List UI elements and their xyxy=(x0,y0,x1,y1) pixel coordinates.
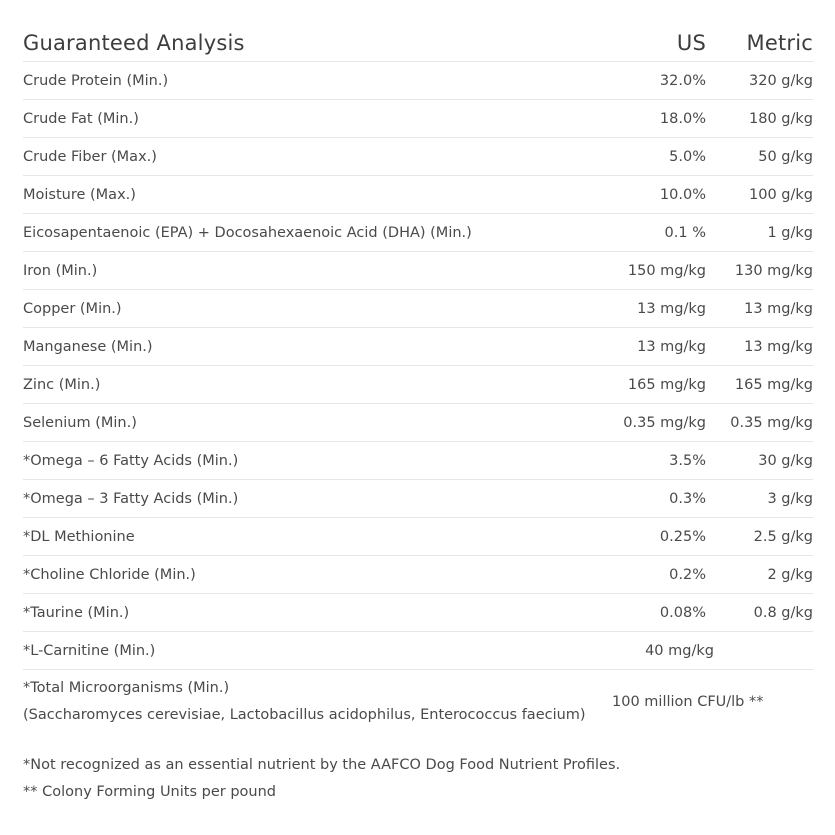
footnotes xyxy=(23,752,813,806)
value-us: 5.0% xyxy=(669,148,706,165)
nutrient-name: Iron (Min.) xyxy=(23,262,98,279)
value-us: 0.08% xyxy=(659,604,706,621)
guaranteed-analysis xyxy=(23,0,813,806)
value-metric: 13 mg/kg xyxy=(744,338,813,355)
table-row xyxy=(23,176,813,214)
value-us: 0.35 mg/kg xyxy=(623,414,706,431)
value-metric: 165 mg/kg xyxy=(734,376,813,393)
nutrient-name: Copper (Min.) xyxy=(23,300,122,317)
table-row xyxy=(23,100,813,138)
nutrient-name-block xyxy=(23,675,606,729)
value-metric: 30 g/kg xyxy=(758,452,813,469)
value-metric: 1 g/kg xyxy=(767,224,813,241)
table-row xyxy=(23,366,813,404)
value-us: 13 mg/kg xyxy=(637,300,706,317)
value-metric: 13 mg/kg xyxy=(744,300,813,317)
value-us: 3.5% xyxy=(669,452,706,469)
table-row-microorganisms xyxy=(23,670,813,734)
nutrient-name: *Choline Chloride (Min.) xyxy=(23,566,196,583)
nutrient-detail: (Saccharomyces cerevisiae, Lactobacillus acidophilus, Enterococcus faecium) xyxy=(23,707,586,723)
nutrient-name: *DL Methionine xyxy=(23,528,135,545)
nutrient-name: Zinc (Min.) xyxy=(23,376,101,393)
table-row xyxy=(23,62,813,100)
column-header-us: US xyxy=(676,30,706,55)
value-metric: 320 g/kg xyxy=(749,72,813,89)
nutrient-name: Eicosapentaenoic (EPA) + Docosahexaenoic Acid (DHA) (Min.) xyxy=(23,224,472,241)
table-row xyxy=(23,252,813,290)
nutrient-name: Crude Fat (Min.) xyxy=(23,110,139,127)
nutrient-name: Manganese (Min.) xyxy=(23,338,153,355)
table-row xyxy=(23,442,813,480)
table-row xyxy=(23,404,813,442)
nutrient-value: 100 million CFU/lb ** xyxy=(612,694,764,710)
value-metric: 50 g/kg xyxy=(758,148,813,165)
value-us: 32.0% xyxy=(659,72,706,89)
table-row xyxy=(23,518,813,556)
nutrient-name: *Omega – 3 Fatty Acids (Min.) xyxy=(23,490,239,507)
value-us: 0.1 % xyxy=(664,224,706,241)
value-metric: 2 g/kg xyxy=(767,566,813,583)
footnote-aafco: *Not recognized as an essential nutrient by the AAFCO Dog Food Nutrient Profiles. xyxy=(23,757,621,773)
table-title: Guaranteed Analysis xyxy=(23,30,245,55)
table-row xyxy=(23,290,813,328)
table-row xyxy=(23,594,813,632)
nutrient-name: Crude Fiber (Max.) xyxy=(23,148,157,165)
table-row xyxy=(23,556,813,594)
value-us: 0.2% xyxy=(669,566,706,583)
value-us: 10.0% xyxy=(659,186,706,203)
table-header xyxy=(23,24,813,62)
nutrient-name: Moisture (Max.) xyxy=(23,186,136,203)
table-row xyxy=(23,138,813,176)
value-metric: 180 g/kg xyxy=(749,110,813,127)
value-metric: 0.8 g/kg xyxy=(753,604,813,621)
footnote-cfu: ** Colony Forming Units per pound xyxy=(23,784,276,800)
nutrient-name: *Taurine (Min.) xyxy=(23,604,130,621)
value-metric: 130 mg/kg xyxy=(734,262,813,279)
value-us: 13 mg/kg xyxy=(637,338,706,355)
table-row xyxy=(23,480,813,518)
value-metric: 0.35 mg/kg xyxy=(730,414,813,431)
nutrient-name: *L-Carnitine (Min.) xyxy=(23,642,156,659)
value-us: 0.3% xyxy=(669,490,706,507)
nutrient-name: *Omega – 6 Fatty Acids (Min.) xyxy=(23,452,239,469)
table-row xyxy=(23,214,813,252)
value-us: 165 mg/kg xyxy=(627,376,706,393)
value-us: 0.25% xyxy=(659,528,706,545)
column-header-metric: Metric xyxy=(746,30,813,55)
table-row xyxy=(23,328,813,366)
nutrient-name: Crude Protein (Min.) xyxy=(23,72,169,89)
table-body xyxy=(23,62,813,632)
table-row-carnitine xyxy=(23,632,813,670)
nutrient-name: *Total Microorganisms (Min.) xyxy=(23,680,230,696)
value-us: 18.0% xyxy=(659,110,706,127)
value-us: 150 mg/kg xyxy=(627,262,706,279)
nutrient-value: 40 mg/kg xyxy=(645,642,714,659)
value-metric: 100 g/kg xyxy=(749,186,813,203)
value-metric: 2.5 g/kg xyxy=(753,528,813,545)
nutrient-name: Selenium (Min.) xyxy=(23,414,137,431)
value-metric: 3 g/kg xyxy=(767,490,813,507)
